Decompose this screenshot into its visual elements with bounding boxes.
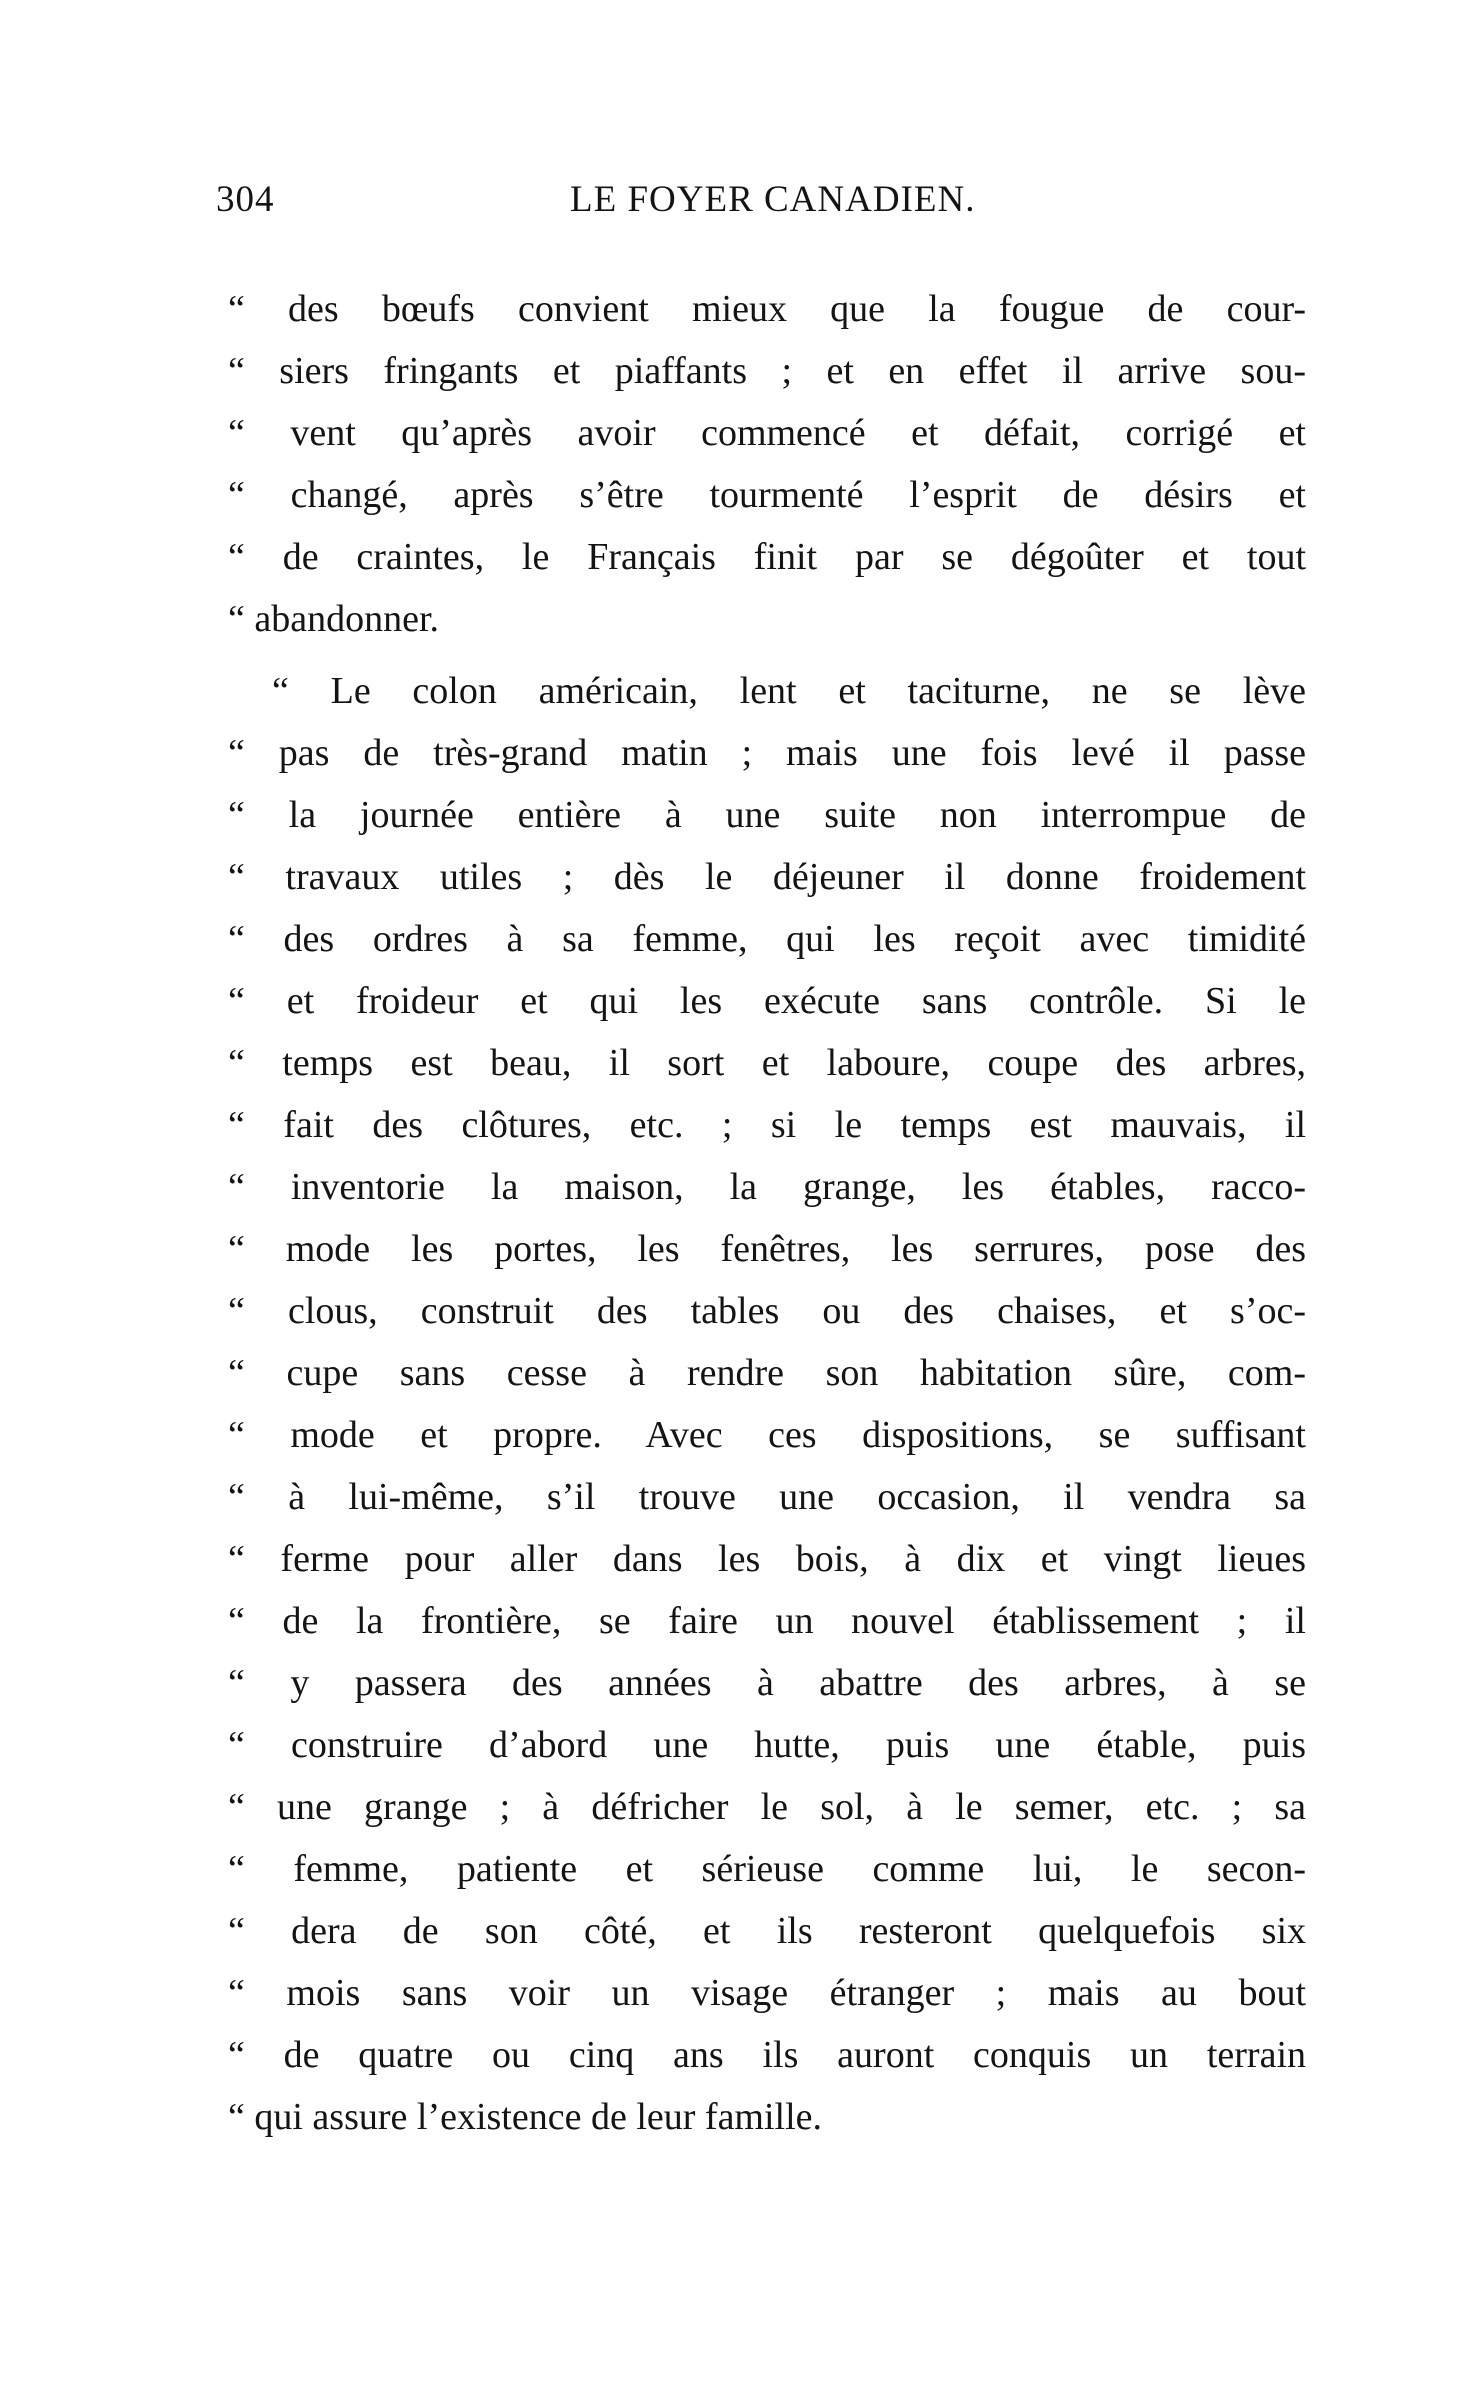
running-head (216, 178, 1322, 230)
text-line: “ vent qu’après avoir commencé et défait, corrigé et (228, 412, 1306, 454)
text-line: “ une grange ; à défricher le sol, à le semer, etc. ; sa (228, 1786, 1306, 1828)
text-line: “ des bœufs convient mieux que la fougue de cour- (228, 288, 1306, 330)
text-line: “ mois sans voir un visage étranger ; mais au bout (228, 1972, 1306, 2014)
text-line: “ changé, après s’être tourmenté l’esprit de désirs et (228, 474, 1306, 516)
text-line: “ de craintes, le Français finit par se dégoûter et tout (228, 536, 1306, 578)
text-line: “ mode et propre. Avec ces dispositions, se suffisant (228, 1414, 1306, 1456)
text-line: “ fait des clôtures, etc. ; si le temps est mauvais, il (228, 1104, 1306, 1146)
text-line: “ travaux utiles ; dès le déjeuner il donne froidement (228, 856, 1306, 898)
text-line: “ clous, construit des tables ou des chaises, et s’oc- (228, 1290, 1306, 1332)
text-line: “ cupe sans cesse à rendre son habitation sûre, com- (228, 1352, 1306, 1394)
text-line: “ de quatre ou cinq ans ils auront conquis un terrain (228, 2034, 1306, 2076)
text-line: “ construire d’abord une hutte, puis une étable, puis (228, 1724, 1306, 1766)
page-number: 304 (216, 179, 275, 220)
text-line: “ femme, patiente et sérieuse comme lui, le secon- (228, 1848, 1306, 1890)
text-line: “ siers fringants et piaffants ; et en effet il arrive sou- (228, 350, 1306, 392)
text-line: “ mode les portes, les fenêtres, les serrures, pose des (228, 1228, 1306, 1270)
text-line: “ qui assure l’existence de leur famille. (228, 2096, 823, 2138)
text-line-paragraph-start: “ Le colon américain, lent et taciturne, ne se lève (272, 670, 1306, 712)
text-line: “ temps est beau, il sort et laboure, coupe des arbres, (228, 1042, 1306, 1084)
text-line: “ dera de son côté, et ils resteront quelquefois six (228, 1910, 1306, 1952)
text-body (228, 278, 1306, 2148)
text-line: “ de la frontière, se faire un nouvel établissement ; il (228, 1600, 1306, 1642)
text-line: “ abandonner. (228, 598, 440, 640)
text-line: “ y passera des années à abattre des arbres, à se (228, 1662, 1306, 1704)
text-line: “ la journée entière à une suite non interrompue de (228, 794, 1306, 836)
text-line: “ à lui-même, s’il trouve une occasion, il vendra sa (228, 1476, 1306, 1518)
text-line: “ pas de très-grand matin ; mais une fois levé il passe (228, 732, 1306, 774)
text-line: “ inventorie la maison, la grange, les étables, racco- (228, 1166, 1306, 1208)
running-title: LE FOYER CANADIEN. (570, 179, 976, 220)
text-line: “ et froideur et qui les exécute sans contrôle. Si le (228, 980, 1306, 1022)
text-line: “ ferme pour aller dans les bois, à dix et vingt lieues (228, 1538, 1306, 1580)
text-line: “ des ordres à sa femme, qui les reçoit avec timidité (228, 918, 1306, 960)
